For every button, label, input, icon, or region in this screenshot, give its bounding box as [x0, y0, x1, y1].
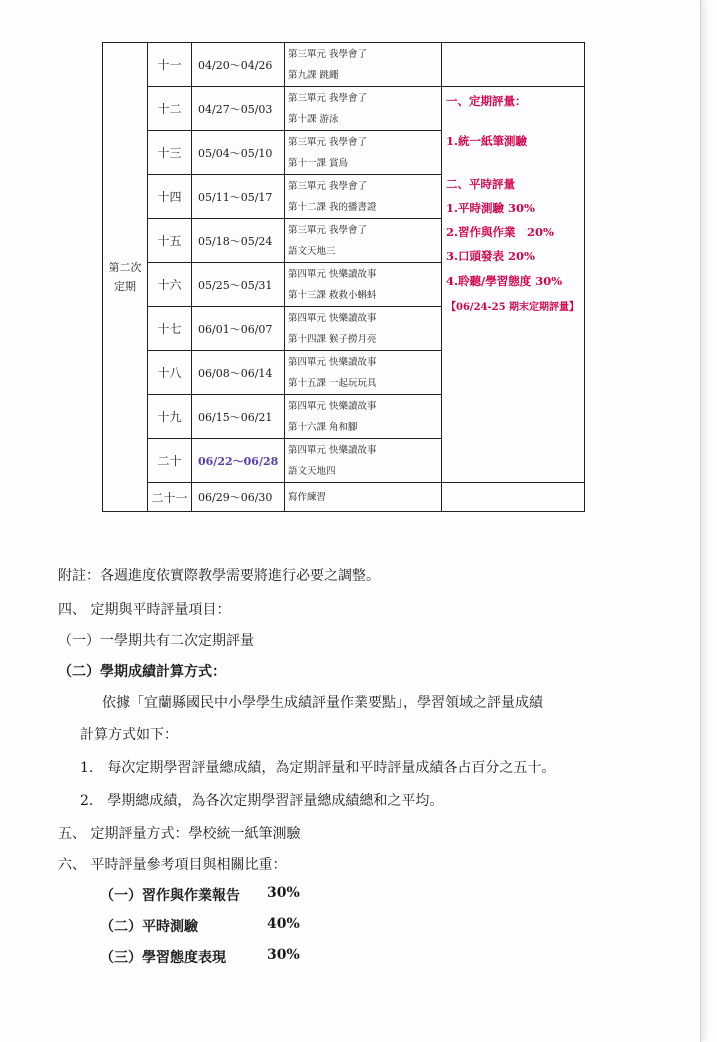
note-line: 二、平時評量	[446, 177, 515, 191]
lesson-name: 第十六課 角和腳	[288, 421, 358, 433]
note-line: 【06/24-25 期末定期評量】	[446, 302, 580, 313]
date-cell: 06/01～06/07	[192, 307, 285, 351]
week-cell: 十三	[148, 131, 192, 175]
unit-cell	[285, 483, 442, 512]
week-cell: 十五	[148, 219, 192, 263]
unit-cell	[285, 263, 442, 307]
note-line: 1.統一紙筆測驗	[446, 134, 528, 148]
date-cell: 05/04～05/10	[192, 131, 285, 175]
week-cell: 二十	[148, 439, 192, 483]
weight-item-3-label: （三）學習態度表現	[100, 950, 226, 966]
date-cell: 04/20～04/26	[192, 43, 285, 87]
section-5-heading: 五、 定期評量方式：學校統一紙筆測驗	[58, 826, 301, 842]
week-cell: 十七	[148, 307, 192, 351]
lesson-name: 第十一課 賞鳥	[288, 157, 349, 169]
unit-name: 第四單元 快樂讀故事	[288, 444, 377, 456]
schedule-table	[102, 42, 585, 512]
date-cell: 06/29～06/30	[192, 483, 285, 512]
lesson-name: 第十三課 救救小蝌蚪	[288, 289, 377, 301]
unit-cell	[285, 307, 442, 351]
unit-name: 第三單元 我學會了	[288, 224, 368, 236]
unit-name: 第四單元 快樂讀故事	[288, 400, 377, 412]
note-line: 一、定期評量：	[446, 94, 527, 108]
unit-cell	[285, 395, 442, 439]
week-cell: 十九	[148, 395, 192, 439]
period-label: 第二次定期	[108, 261, 142, 293]
lesson-name: 第十二課 我的播書證	[288, 201, 377, 213]
weight-item-1-value: 30%	[267, 885, 300, 901]
date-cell: 06/22～06/28	[192, 439, 285, 483]
date-cell: 05/25～05/31	[192, 263, 285, 307]
lesson-name: 語文天地三	[288, 245, 336, 257]
notes-cell	[442, 87, 585, 483]
date-cell: 06/15～06/21	[192, 395, 285, 439]
notes-cell-bottom	[442, 483, 585, 512]
note-line: 2.習作與作業 20%	[446, 225, 554, 239]
unit-cell	[285, 351, 442, 395]
week-cell: 十一	[148, 43, 192, 87]
remark: 附註：各週進度依實際教學需要將進行必要之調整。	[58, 568, 380, 584]
calc-item-1: 1. 每次定期學習評量總成績，為定期評量和平時評量成績各占百分之五十。	[80, 760, 556, 776]
table-row	[103, 87, 585, 131]
unit-cell	[285, 175, 442, 219]
date-cell: 05/18～05/24	[192, 219, 285, 263]
unit-name: 寫作練習	[288, 491, 327, 503]
paragraph-line-1: 依據「宜蘭縣國民中小學學生成績評量作業要點」，學習領域之評量成績	[102, 695, 543, 711]
date-cell: 04/27～05/03	[192, 87, 285, 131]
weight-item-2-value: 40%	[267, 916, 300, 932]
week-cell: 十四	[148, 175, 192, 219]
unit-name: 第四單元 快樂讀故事	[288, 268, 377, 280]
unit-cell	[285, 439, 442, 483]
unit-name: 第三單元 我學會了	[288, 136, 368, 148]
week-cell: 十六	[148, 263, 192, 307]
unit-name: 第三單元 我學會了	[288, 180, 368, 192]
unit-cell	[285, 43, 442, 87]
table-row	[103, 483, 585, 512]
notes-cell-top	[442, 43, 585, 87]
section-4-item-1: （一）一學期共有二次定期評量	[58, 633, 254, 649]
date-cell: 05/11～05/17	[192, 175, 285, 219]
unit-cell	[285, 131, 442, 175]
week-cell: 二十一	[148, 483, 192, 512]
lesson-name: 第十五課 一起玩玩具	[288, 377, 377, 389]
unit-cell	[285, 87, 442, 131]
lesson-name: 第十四課 猴子撈月亮	[288, 333, 377, 345]
week-cell: 十八	[148, 351, 192, 395]
lesson-name: 第十課 游泳	[288, 113, 339, 125]
unit-name: 第四單元 快樂讀故事	[288, 356, 377, 368]
paragraph-line-2: 計算方式如下：	[80, 727, 178, 743]
note-line: 4.聆聽/學習態度 30%	[446, 274, 563, 288]
date-cell: 06/08～06/14	[192, 351, 285, 395]
table-row	[103, 43, 585, 87]
unit-cell	[285, 219, 442, 263]
unit-name: 第三單元 我學會了	[288, 92, 368, 104]
section-4-heading: 四、 定期與平時評量項目：	[58, 602, 231, 618]
lesson-name: 語文天地四	[288, 465, 336, 477]
note-line: 1.平時測驗 30%	[446, 201, 535, 215]
weight-item-1-label: （一）習作與作業報告	[100, 888, 240, 904]
weight-item-2-label: （二）平時測驗	[100, 919, 198, 935]
section-6-heading: 六、 平時評量參考項目與相關比重：	[58, 857, 287, 873]
week-cell: 十二	[148, 87, 192, 131]
period-cell	[103, 43, 148, 512]
weight-item-3-value: 30%	[267, 947, 300, 963]
section-4-item-2: （二）學期成績計算方式：	[58, 664, 226, 680]
calc-item-2: 2. 學期總成績，為各次定期學習評量總成績總和之平均。	[80, 793, 444, 809]
lesson-name: 第九課 跳繩	[288, 69, 339, 81]
unit-name: 第四單元 快樂讀故事	[288, 312, 377, 324]
unit-name: 第三單元 我學會了	[288, 48, 368, 60]
note-line: 3.口頭發表 20%	[446, 249, 535, 263]
